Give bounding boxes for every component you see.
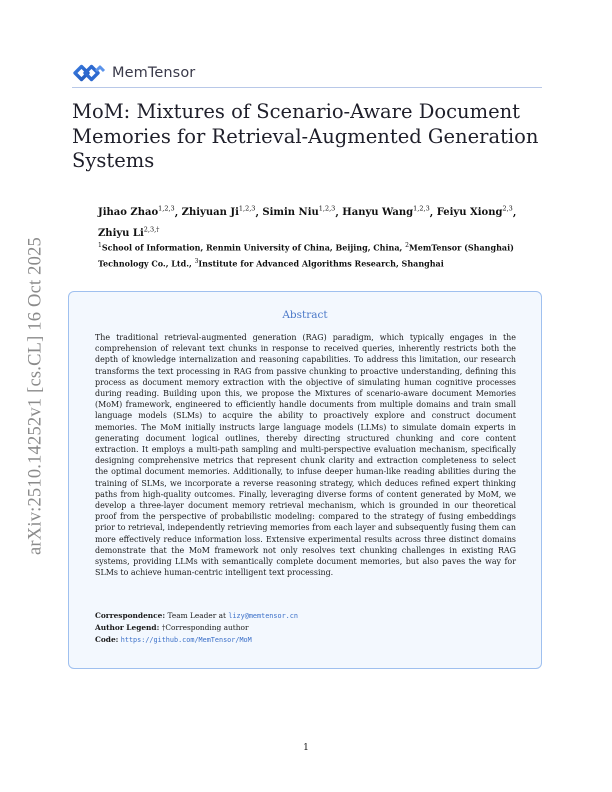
- author: Zhiyu $Li^{2,3,\dagger}$: [98, 225, 160, 239]
- memtensor-logo-icon: [72, 62, 108, 84]
- affiliations: $^1$School of Information, Renmin University of China, Beijing, China, $^2$MemTensor (Shanghai) Technology Co., Ltd., $^3$Institute for Advanced Algorithms Research, Shanghai: [98, 242, 514, 269]
- author: Simin Niu$^{1,2,3}$: [262, 205, 336, 219]
- author-list: Jihao Zhao$^{1,2,3}$, Zhiyuan Ji$^{1,2,3}$, Simin Niu$^{1,2,3}$, Hanyu Wang$^{1,2,3}$, Feiyu Xiong$^{2,3}$, Zhiyu $Li^{2,3,\dagger}$: [98, 205, 517, 239]
- code-repo-link[interactable]: https://github.com/MemTensor/MoM: [120, 636, 252, 644]
- correspondence-email-link[interactable]: lizy@memtensor.cn: [228, 612, 298, 620]
- logo-wordmark: MemTensor: [112, 65, 196, 81]
- code-line: Code: https://github.com/MemTensor/MoM: [95, 635, 252, 644]
- arxiv-identifier-text: arXiv:2510.14252v1 [cs.CL] 16 Oct 2025: [25, 237, 46, 555]
- affiliation-3: Institute for Advanced Algorithms Research, Shanghai: [198, 258, 444, 269]
- author: Zhiyuan Ji$^{1,2,3}$: [181, 205, 256, 219]
- affiliation-2: MemTensor (Shanghai) Technology Co., Ltd.,: [98, 242, 514, 269]
- abstract-box: [68, 291, 542, 669]
- correspondence-line: Correspondence: Team Leader at lizy@memtensor.cn: [95, 611, 298, 620]
- abstract-text: The traditional retrieval-augmented generation (RAG) paradigm, which typically engages in the comprehension of relevant text chunks in response to received queries, inherently restricts both the depth of knowledge internalization and reasoning capabilities. To address this limitation, our research transforms the text processing in RAG from passive chunking to proactive understanding, defining this process as document memory extraction with the objective of simulating human cognitive processes during reading. Building upon this, we propose the Mixtures of scenario-aware document Memories (MoM) framework, engineered to efficiently handle documents from multiple domains and train small language models (SLMs) to acquire the ability to proactively explore and construct document memories. The MoM initially instructs large language models (LLMs) to simulate domain experts in generating document logical outlines, thereby directing structured chunking and core content extraction. It employs a multi-path sampling and multi-perspective evaluation mechanism, specifically designing comprehensive metrics that represent chunk clarity and extraction completeness to select the optimal document memories. Additionally, to infuse deeper human-like reading abilities during the training of SLMs, we incorporate a reverse reasoning strategy, which deduces refined expert thinking paths from high-quality outcomes. Finally, leveraging diverse forms of content generated by MoM, we develop a three-layer document memory retrieval mechanism, which is grounded in our theoretical proof from the perspective of probabilistic modeling: compared to the strategy of fusing embeddings prior to retrieval, independently retrieving memories from each layer and subsequently fusing them can more effectively reduce information loss. Extensive experimental results across three distinct domains demonstrate that the MoM framework not only resolves text chunking challenges in existing RAG systems, providing LLMs with semantically complete document memories, but also paves the way for SLMs to achieve human-centric intelligent text processing.: [95, 333, 516, 578]
- author: Feiyu Xiong$^{2,3}$: [436, 205, 513, 219]
- page-number: 1: [303, 743, 309, 753]
- paper-title: MoM: Mixtures of Scenario-Aware Document Memories for Retrieval-Augmented Generation Systems: [72, 100, 539, 172]
- author-legend-line: Author Legend: †Corresponding author: [95, 623, 249, 632]
- memtensor-logo: [72, 61, 195, 85]
- affiliation-1: School of Information, Renmin University of China, Beijing, China,: [101, 242, 403, 253]
- abstract-heading: Abstract: [282, 309, 328, 321]
- paper-meta: [95, 610, 516, 646]
- header-rule: [72, 87, 542, 88]
- author: Hanyu Wang$^{1,2,3}$: [342, 205, 430, 219]
- author: Jihao Zhao$^{1,2,3}$: [98, 205, 175, 219]
